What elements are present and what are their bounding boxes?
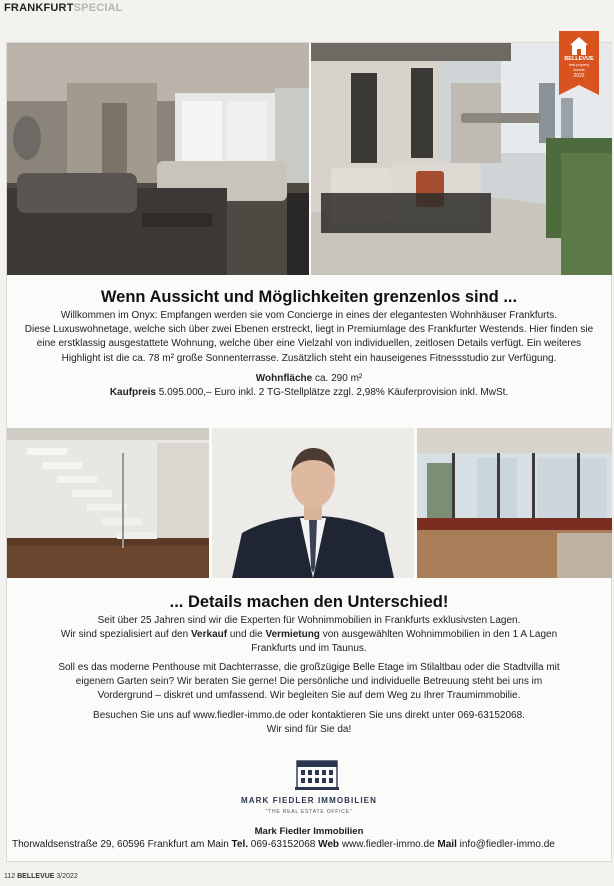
page-footer <box>4 873 78 880</box>
living-area-value: ca. 290 m² <box>315 373 363 384</box>
agency-logo-tagline: "THE REAL ESTATE OFFICE" <box>265 809 353 815</box>
agency-sale: Verkauf <box>190 629 228 641</box>
living-room-photo <box>7 43 309 275</box>
magazine-name: BELLEVUE <box>17 873 55 880</box>
listing-headline: Wenn Aussicht und Möglichkeiten grenzenlos sind ... <box>100 288 518 306</box>
agency-line: Seit über 25 Jahren sind wir die Experten für Wohnimmobilien in Frankfurts exklusivsten Lagen. <box>97 615 521 626</box>
magazine-issue: 3/2022 <box>54 873 78 880</box>
listing-line: Willkommen im Onyx: Empfangen werden sie vom Concierge in eines der elegantesten Wohnhäuser Frankfurts. <box>60 310 558 321</box>
agency-line: Vordergrund – diskret und umfassend. Wir begleiten Sie auf dem Weg zu Ihrer Traumimmobilie. <box>97 690 521 702</box>
agency-text: von ausgewählten Wohnimmobilien in den 1 A Lagen <box>319 629 558 641</box>
section-title: FRANKFURT <box>4 2 74 14</box>
agency-rental: Vermietung <box>265 629 320 641</box>
award-year: 2022 <box>573 73 585 79</box>
contact-mail: info@fiedler-immo.de <box>456 839 555 850</box>
section-header <box>4 2 123 14</box>
contact-company-name: Mark Fiedler Immobilien <box>254 826 364 837</box>
award-line: best property <box>568 63 590 67</box>
agency-text: Wir sind spezialisiert auf den <box>60 629 191 641</box>
listing-facts <box>14 372 604 400</box>
contact-address: Thorwaldsenstraße 29, 60596 Frankfurt am Main <box>12 839 232 850</box>
listing-line: Highlight ist die ca. 78 m² große Sonnenterrasse. Zusätzlich steht ein hauseigenes Fitnessstudio zur Verfügung. <box>61 352 557 364</box>
agency-line <box>14 628 604 642</box>
agency-line: Soll es das moderne Penthouse mit Dachterrasse, die großzügige Belle Etage im Stilaltbau oder die Stadtvilla mit <box>58 662 560 673</box>
listing-line: eine erstklassig ausgestattete Wohnung, welche über eine Vielzahl von individuellen, zeitlosen Details verfügt. Ein weiteres <box>36 338 582 350</box>
section-subtitle: SPECIAL <box>73 2 123 14</box>
living-area <box>14 372 604 386</box>
listing-line: Diese Luxuswohnetage, welche sich über zwei Ebenen erstreckt, liegt in Premiumlage des Frankfurter Westends. Hier finden sie <box>24 324 594 336</box>
listing-description <box>14 309 604 366</box>
penthouse-interior-photo <box>417 428 612 578</box>
purchase-price-value: 5.095.000,– Euro inkl. 2 TG-Stellplätze zzgl. 2,98% Käuferprovision inkl. MwSt. <box>158 387 509 399</box>
agency-line: Wir sind für Sie da! <box>266 724 352 736</box>
agency-logo-building-icon <box>295 757 339 791</box>
award-sub: Awards <box>573 68 585 72</box>
award-badge <box>559 31 599 95</box>
living-area-label: Wohnfläche <box>255 373 313 384</box>
contact-tel: 069-63152068 <box>248 839 319 850</box>
staircase-photo <box>7 428 209 578</box>
page-number: 112 <box>4 873 16 880</box>
agency-line: Frankfurts und im Taunus. <box>251 643 367 655</box>
agency-logo-name: MARK FIEDLER IMMOBILIEN <box>241 796 377 805</box>
agency-text: und die <box>227 629 266 641</box>
contact-mail-label: Mail <box>437 839 457 850</box>
contact-tel-label: Tel. <box>231 839 249 850</box>
agency-services <box>14 661 604 704</box>
contact-web: www.fiedler-immo.de <box>339 839 438 850</box>
agent-portrait-photo <box>212 428 414 578</box>
contact-details <box>12 839 608 850</box>
agency-contact-invite <box>14 709 604 737</box>
agency-intro <box>14 614 604 657</box>
purchase-price-label: Kaufpreis <box>109 387 156 399</box>
agency-headline: ... Details machen den Unterschied! <box>169 593 449 611</box>
agency-line: eigenem Garten sein? Wir beraten Sie gerne! Die persönliche und individuelle Betreuung steht bei uns im <box>75 676 543 688</box>
award-brand: BELLEVUE <box>564 56 594 62</box>
purchase-price <box>14 386 604 400</box>
agency-line: Besuchen Sie uns auf www.fiedler-immo.de oder kontaktieren Sie uns direkt unter 069-63152068. <box>93 710 525 721</box>
contact-web-label: Web <box>318 839 340 850</box>
